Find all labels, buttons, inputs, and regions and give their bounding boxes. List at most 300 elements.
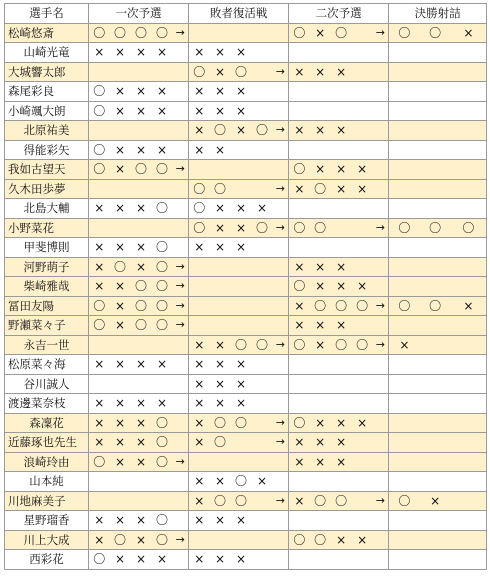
repechage-advance-arrow: → [273, 179, 289, 199]
final-shot-3 [451, 374, 487, 394]
round1-shot-2: × [110, 199, 131, 219]
player-name: 山崎光竜 [5, 43, 89, 63]
repechage-shot-1 [189, 530, 210, 550]
round2-shot-1 [289, 472, 310, 492]
round1-shot-2 [110, 179, 131, 199]
repechage-shot-2: × [210, 355, 231, 375]
round2-shot-1 [289, 511, 310, 531]
round1-shot-2: × [110, 82, 131, 102]
round1-advance-arrow [173, 121, 189, 141]
final-shot-3: × [451, 23, 487, 43]
repechage-shot-4: 〇 [252, 218, 273, 238]
repechage-shot-4 [252, 511, 273, 531]
round1-advance-arrow [173, 62, 189, 82]
final-shot-3 [451, 413, 487, 433]
final-shot-3 [451, 179, 487, 199]
repechage-shot-3 [231, 296, 252, 316]
final-shot-2: 〇 [420, 296, 451, 316]
round2-advance-arrow [373, 238, 389, 258]
final-shot-2 [420, 335, 451, 355]
round2-shot-3: × [331, 179, 352, 199]
repechage-shot-1 [189, 277, 210, 297]
repechage-shot-3: × [231, 355, 252, 375]
round1-shot-1 [89, 472, 110, 492]
round2-shot-3 [331, 550, 352, 570]
final-shot-2 [420, 355, 451, 375]
repechage-shot-1: × [189, 43, 210, 63]
final-shot-2 [420, 394, 451, 414]
round1-shot-3 [131, 218, 152, 238]
round1-shot-3: 〇 [131, 277, 152, 297]
round2-shot-4 [352, 238, 373, 258]
final-shot-3 [451, 277, 487, 297]
final-shot-3 [451, 316, 487, 336]
round1-shot-2: × [110, 394, 131, 414]
table-row [5, 101, 487, 121]
round1-advance-arrow: → [173, 277, 189, 297]
repechage-advance-arrow [273, 316, 289, 336]
round2-shot-3: × [331, 277, 352, 297]
final-shot-3 [451, 452, 487, 472]
round2-shot-3 [331, 140, 352, 160]
repechage-shot-3: × [231, 550, 252, 570]
round2-shot-4 [352, 452, 373, 472]
repechage-shot-1 [189, 23, 210, 43]
round2-shot-2: × [310, 62, 331, 82]
repechage-shot-1: × [189, 82, 210, 102]
round1-shot-1: × [89, 355, 110, 375]
repechage-shot-1: × [189, 511, 210, 531]
player-name: 西彩花 [5, 550, 89, 570]
round1-shot-3 [131, 472, 152, 492]
table-row [5, 413, 487, 433]
final-shot-1 [389, 452, 420, 472]
repechage-shot-4 [252, 296, 273, 316]
repechage-shot-1: × [189, 472, 210, 492]
round2-shot-1: 〇 [289, 335, 310, 355]
round2-shot-4 [352, 82, 373, 102]
table-row [5, 511, 487, 531]
round2-shot-1 [289, 238, 310, 258]
round2-shot-3: 〇 [331, 335, 352, 355]
round2-shot-2 [310, 199, 331, 219]
round2-shot-4 [352, 316, 373, 336]
round1-shot-1: 〇 [89, 160, 110, 180]
round1-shot-4 [152, 335, 173, 355]
final-shot-3 [451, 335, 487, 355]
final-shot-3 [451, 82, 487, 102]
round2-advance-arrow [373, 530, 389, 550]
table-row [5, 160, 487, 180]
round1-advance-arrow [173, 82, 189, 102]
player-name: 北原祐美 [5, 121, 89, 141]
final-shot-2 [420, 238, 451, 258]
round1-shot-3: × [131, 511, 152, 531]
table-row [5, 530, 487, 550]
round2-advance-arrow [373, 316, 389, 336]
round2-shot-2: × [310, 160, 331, 180]
final-shot-3 [451, 160, 487, 180]
repechage-shot-2: × [210, 394, 231, 414]
round2-advance-arrow [373, 355, 389, 375]
repechage-shot-1 [189, 160, 210, 180]
player-name: 近藤琢也先生 [5, 433, 89, 453]
repechage-shot-2: × [210, 140, 231, 160]
repechage-shot-1: 〇 [189, 218, 210, 238]
round1-advance-arrow [173, 355, 189, 375]
round1-advance-arrow [173, 413, 189, 433]
final-shot-3 [451, 43, 487, 63]
round1-shot-4: 〇 [152, 199, 173, 219]
final-shot-2 [420, 452, 451, 472]
repechage-shot-3: × [231, 199, 252, 219]
player-name: 松崎悠斎 [5, 23, 89, 43]
repechage-shot-2: 〇 [210, 413, 231, 433]
round1-shot-3 [131, 179, 152, 199]
round2-shot-3: 〇 [331, 296, 352, 316]
round2-shot-2: × [310, 433, 331, 453]
player-name: 森尾彩良 [5, 82, 89, 102]
round1-shot-2: × [110, 101, 131, 121]
table-row [5, 199, 487, 219]
repechage-shot-1: × [189, 335, 210, 355]
round1-shot-2 [110, 335, 131, 355]
round1-shot-1 [89, 62, 110, 82]
round2-shot-4 [352, 433, 373, 453]
round2-shot-3 [331, 374, 352, 394]
round1-shot-4: × [152, 355, 173, 375]
player-name: 柴崎雅哉 [5, 277, 89, 297]
table-row [5, 472, 487, 492]
round2-shot-4 [352, 257, 373, 277]
round2-advance-arrow [373, 452, 389, 472]
round2-advance-arrow [373, 140, 389, 160]
final-shot-1: 〇 [389, 491, 420, 511]
round2-shot-3 [331, 43, 352, 63]
player-name: 河野萌子 [5, 257, 89, 277]
round1-advance-arrow: → [173, 23, 189, 43]
round1-shot-4: 〇 [152, 530, 173, 550]
table-row [5, 394, 487, 414]
round2-shot-4 [352, 491, 373, 511]
round2-shot-2: 〇 [310, 530, 331, 550]
round1-advance-arrow [173, 472, 189, 492]
header-round1: 一次予選 [89, 4, 189, 24]
round2-shot-1 [289, 43, 310, 63]
round1-shot-1: × [89, 394, 110, 414]
repechage-shot-1: × [189, 121, 210, 141]
repechage-shot-1: × [189, 491, 210, 511]
player-name: 野瀬菜々子 [5, 316, 89, 336]
repechage-advance-arrow [273, 394, 289, 414]
repechage-shot-4 [252, 530, 273, 550]
round2-advance-arrow [373, 277, 389, 297]
repechage-shot-4 [252, 101, 273, 121]
table-row [5, 433, 487, 453]
round2-shot-4: × [352, 413, 373, 433]
round2-advance-arrow [373, 374, 389, 394]
round2-shot-2 [310, 472, 331, 492]
round2-advance-arrow [373, 179, 389, 199]
player-name: 松原菜々海 [5, 355, 89, 375]
final-shot-3 [451, 511, 487, 531]
round2-shot-2: × [310, 277, 331, 297]
final-shot-2 [420, 101, 451, 121]
repechage-shot-4 [252, 43, 273, 63]
repechage-advance-arrow [273, 199, 289, 219]
repechage-shot-4 [252, 374, 273, 394]
table-row [5, 82, 487, 102]
round1-advance-arrow [173, 550, 189, 570]
round2-advance-arrow [373, 101, 389, 121]
final-shot-1 [389, 374, 420, 394]
header-repechage: 敗者復活戦 [189, 4, 289, 24]
player-name: 北島大輔 [5, 199, 89, 219]
repechage-advance-arrow: → [273, 218, 289, 238]
round1-shot-4: 〇 [152, 296, 173, 316]
round2-shot-2 [310, 82, 331, 102]
repechage-shot-4: 〇 [252, 121, 273, 141]
round1-shot-4: 〇 [152, 452, 173, 472]
repechage-advance-arrow [273, 238, 289, 258]
final-shot-1 [389, 355, 420, 375]
final-shot-2 [420, 62, 451, 82]
round1-shot-3: × [131, 355, 152, 375]
final-shot-2 [420, 550, 451, 570]
round2-shot-3 [331, 199, 352, 219]
round1-shot-2: × [110, 452, 131, 472]
round1-shot-3 [131, 121, 152, 141]
round2-advance-arrow: → [373, 218, 389, 238]
round2-shot-1: 〇 [289, 218, 310, 238]
round2-advance-arrow [373, 257, 389, 277]
repechage-shot-4 [252, 413, 273, 433]
table-row [5, 335, 487, 355]
round2-shot-1: 〇 [289, 23, 310, 43]
round1-shot-4 [152, 374, 173, 394]
round1-shot-4 [152, 121, 173, 141]
player-name: 永吉一世 [5, 335, 89, 355]
round1-shot-2: × [110, 550, 131, 570]
repechage-shot-3 [231, 277, 252, 297]
round2-shot-2 [310, 394, 331, 414]
table-row [5, 452, 487, 472]
round1-shot-4: 〇 [152, 511, 173, 531]
repechage-shot-1: × [189, 413, 210, 433]
repechage-advance-arrow [273, 550, 289, 570]
round1-shot-2 [110, 491, 131, 511]
repechage-shot-2: × [210, 82, 231, 102]
repechage-shot-3: × [231, 238, 252, 258]
final-shot-2 [420, 374, 451, 394]
repechage-advance-arrow [273, 160, 289, 180]
final-shot-1 [389, 160, 420, 180]
round1-advance-arrow [173, 335, 189, 355]
round1-shot-1: × [89, 277, 110, 297]
round1-shot-2: 〇 [110, 257, 131, 277]
round1-shot-4: × [152, 82, 173, 102]
round2-shot-4 [352, 355, 373, 375]
final-shot-3 [451, 101, 487, 121]
repechage-shot-1: × [189, 101, 210, 121]
round2-shot-1 [289, 140, 310, 160]
final-shot-3 [451, 199, 487, 219]
round1-advance-arrow [173, 238, 189, 258]
repechage-shot-3 [231, 160, 252, 180]
final-shot-3 [451, 550, 487, 570]
round2-shot-1: 〇 [289, 530, 310, 550]
round2-shot-2: × [310, 23, 331, 43]
repechage-shot-2: 〇 [210, 433, 231, 453]
final-shot-1: × [389, 335, 420, 355]
round2-shot-4 [352, 199, 373, 219]
round2-advance-arrow [373, 121, 389, 141]
final-shot-1 [389, 121, 420, 141]
round2-shot-3 [331, 472, 352, 492]
player-name: 冨田友陽 [5, 296, 89, 316]
round1-advance-arrow [173, 491, 189, 511]
player-name: 大城響太郎 [5, 62, 89, 82]
round2-shot-2: 〇 [310, 296, 331, 316]
round1-advance-arrow [173, 218, 189, 238]
round1-shot-1 [89, 335, 110, 355]
round1-shot-3: × [131, 257, 152, 277]
round2-advance-arrow: → [373, 23, 389, 43]
repechage-shot-2: 〇 [210, 179, 231, 199]
round1-shot-4: × [152, 394, 173, 414]
round1-shot-4 [152, 179, 173, 199]
repechage-shot-3: × [231, 218, 252, 238]
repechage-shot-2: 〇 [210, 491, 231, 511]
round2-shot-1 [289, 82, 310, 102]
round2-shot-2 [310, 511, 331, 531]
repechage-shot-1: × [189, 140, 210, 160]
repechage-shot-4 [252, 62, 273, 82]
repechage-shot-3: 〇 [231, 62, 252, 82]
round1-shot-1: × [89, 530, 110, 550]
repechage-shot-1: 〇 [189, 199, 210, 219]
repechage-advance-arrow: → [273, 121, 289, 141]
repechage-shot-4: 〇 [252, 335, 273, 355]
round1-shot-1: 〇 [89, 82, 110, 102]
round2-shot-1: × [289, 316, 310, 336]
round2-shot-3 [331, 218, 352, 238]
round1-shot-4 [152, 62, 173, 82]
repechage-advance-arrow [273, 472, 289, 492]
repechage-advance-arrow [273, 452, 289, 472]
final-shot-2 [420, 160, 451, 180]
round2-shot-2: 〇 [310, 218, 331, 238]
final-shot-1 [389, 43, 420, 63]
round1-advance-arrow: → [173, 530, 189, 550]
repechage-shot-3: 〇 [231, 491, 252, 511]
repechage-shot-3 [231, 23, 252, 43]
repechage-shot-2 [210, 257, 231, 277]
final-shot-3 [451, 238, 487, 258]
round2-shot-4: × [352, 530, 373, 550]
round1-shot-1: 〇 [89, 140, 110, 160]
round1-advance-arrow [173, 394, 189, 414]
round1-shot-4: × [152, 43, 173, 63]
round2-shot-1: 〇 [289, 413, 310, 433]
round2-shot-3: × [331, 257, 352, 277]
player-name: 小崎颯大朗 [5, 101, 89, 121]
repechage-shot-2: × [210, 101, 231, 121]
final-shot-2 [420, 121, 451, 141]
round1-shot-3: 〇 [131, 160, 152, 180]
final-shot-2 [420, 413, 451, 433]
round1-shot-3: × [131, 199, 152, 219]
round2-advance-arrow [373, 433, 389, 453]
round2-shot-1: × [289, 296, 310, 316]
round2-shot-2 [310, 101, 331, 121]
round2-shot-2: × [310, 316, 331, 336]
round1-shot-4 [152, 218, 173, 238]
round1-shot-1 [89, 179, 110, 199]
table-row [5, 238, 487, 258]
round1-shot-4: 〇 [152, 277, 173, 297]
round1-advance-arrow: → [173, 296, 189, 316]
repechage-shot-4 [252, 452, 273, 472]
round2-advance-arrow [373, 62, 389, 82]
repechage-shot-4 [252, 277, 273, 297]
repechage-shot-4 [252, 238, 273, 258]
round1-shot-1: × [89, 511, 110, 531]
repechage-shot-3: × [231, 121, 252, 141]
repechage-shot-1: × [189, 394, 210, 414]
round1-shot-3: × [131, 550, 152, 570]
final-shot-1 [389, 433, 420, 453]
final-shot-2 [420, 472, 451, 492]
final-shot-1 [389, 82, 420, 102]
repechage-shot-1 [189, 296, 210, 316]
round1-shot-2 [110, 374, 131, 394]
round1-shot-2: 〇 [110, 23, 131, 43]
repechage-advance-arrow [273, 140, 289, 160]
repechage-shot-2 [210, 452, 231, 472]
repechage-advance-arrow [273, 511, 289, 531]
final-shot-1 [389, 472, 420, 492]
repechage-shot-4 [252, 179, 273, 199]
table-row [5, 374, 487, 394]
round2-shot-1: × [289, 491, 310, 511]
repechage-shot-4 [252, 140, 273, 160]
round2-shot-1: × [289, 433, 310, 453]
repechage-shot-1: × [189, 550, 210, 570]
player-name: 得能彩矢 [5, 140, 89, 160]
round1-shot-4 [152, 472, 173, 492]
final-shot-1 [389, 62, 420, 82]
round1-shot-2: × [110, 43, 131, 63]
repechage-shot-2: × [210, 218, 231, 238]
player-name: 甲斐博則 [5, 238, 89, 258]
repechage-shot-2: × [210, 199, 231, 219]
repechage-advance-arrow [273, 530, 289, 550]
table-row [5, 62, 487, 82]
repechage-shot-2: × [210, 374, 231, 394]
repechage-shot-2: × [210, 511, 231, 531]
final-shot-2 [420, 199, 451, 219]
round2-shot-3 [331, 355, 352, 375]
round1-shot-4: 〇 [152, 23, 173, 43]
round2-shot-3: 〇 [331, 491, 352, 511]
round2-shot-4: × [352, 277, 373, 297]
round1-shot-4 [152, 491, 173, 511]
repechage-shot-1: × [189, 238, 210, 258]
round1-shot-3: × [131, 433, 152, 453]
round1-shot-2: × [110, 277, 131, 297]
repechage-shot-4 [252, 160, 273, 180]
